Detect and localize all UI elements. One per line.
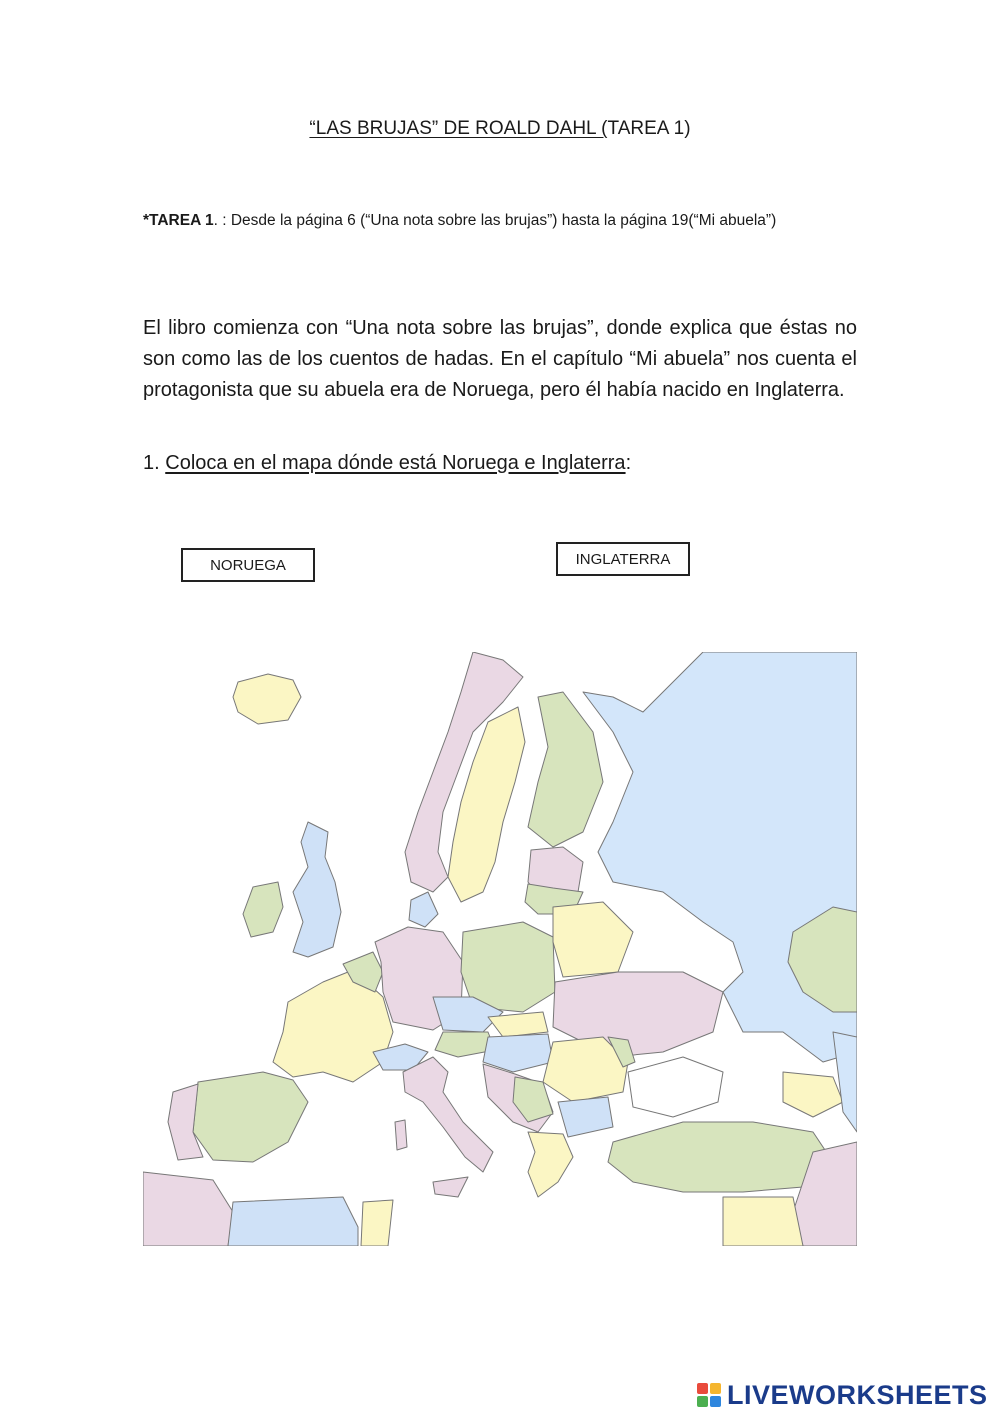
- liveworksheets-logo-icon: [697, 1383, 721, 1407]
- question-1: [143, 452, 631, 475]
- europe-map[interactable]: [143, 652, 857, 1246]
- worksheet-title: [0, 118, 1000, 140]
- liveworksheets-brand: LIVEWORKSHEETS: [727, 1379, 988, 1410]
- question-1-text: Coloca en el mapa dónde está Noruega e Inglaterra: [165, 452, 626, 474]
- north-africa-tunisia: [361, 1200, 393, 1246]
- sardinia-island: [395, 1120, 407, 1150]
- draggable-label-inglaterra[interactable]: INGLATERRA: [556, 542, 690, 576]
- task-text: . : Desde la página 6 (“Una nota sobre las brujas”) hasta la página 19(“Mi abuela”): [213, 212, 777, 229]
- title-rest: TAREA 1): [607, 118, 691, 139]
- draggable-label-noruega[interactable]: NORUEGA: [181, 548, 315, 582]
- logo-square-blue: [710, 1396, 721, 1407]
- north-africa-algeria: [228, 1197, 358, 1246]
- liveworksheets-footer: [697, 1378, 988, 1412]
- logo-square-red: [697, 1383, 708, 1394]
- title-underlined: “LAS BRUJAS” DE ROALD DAHL (: [309, 118, 608, 139]
- task-instructions: [143, 208, 857, 234]
- intro-paragraph: El libro comienza con “Una nota sobre las brujas”, donde explica que éstas no son como las de los cuentos de hadas. En el capítulo “Mi abuela” nos cuenta el protagonista que su abuela era de Noruega, pero él había nacido en Inglaterra.: [143, 317, 857, 401]
- syria-region: [723, 1197, 803, 1246]
- logo-square-yellow: [710, 1383, 721, 1394]
- question-1-suffix: :: [625, 452, 632, 474]
- task-label: *TAREA 1: [143, 212, 214, 229]
- logo-square-green: [697, 1396, 708, 1407]
- question-1-number: 1.: [143, 452, 166, 474]
